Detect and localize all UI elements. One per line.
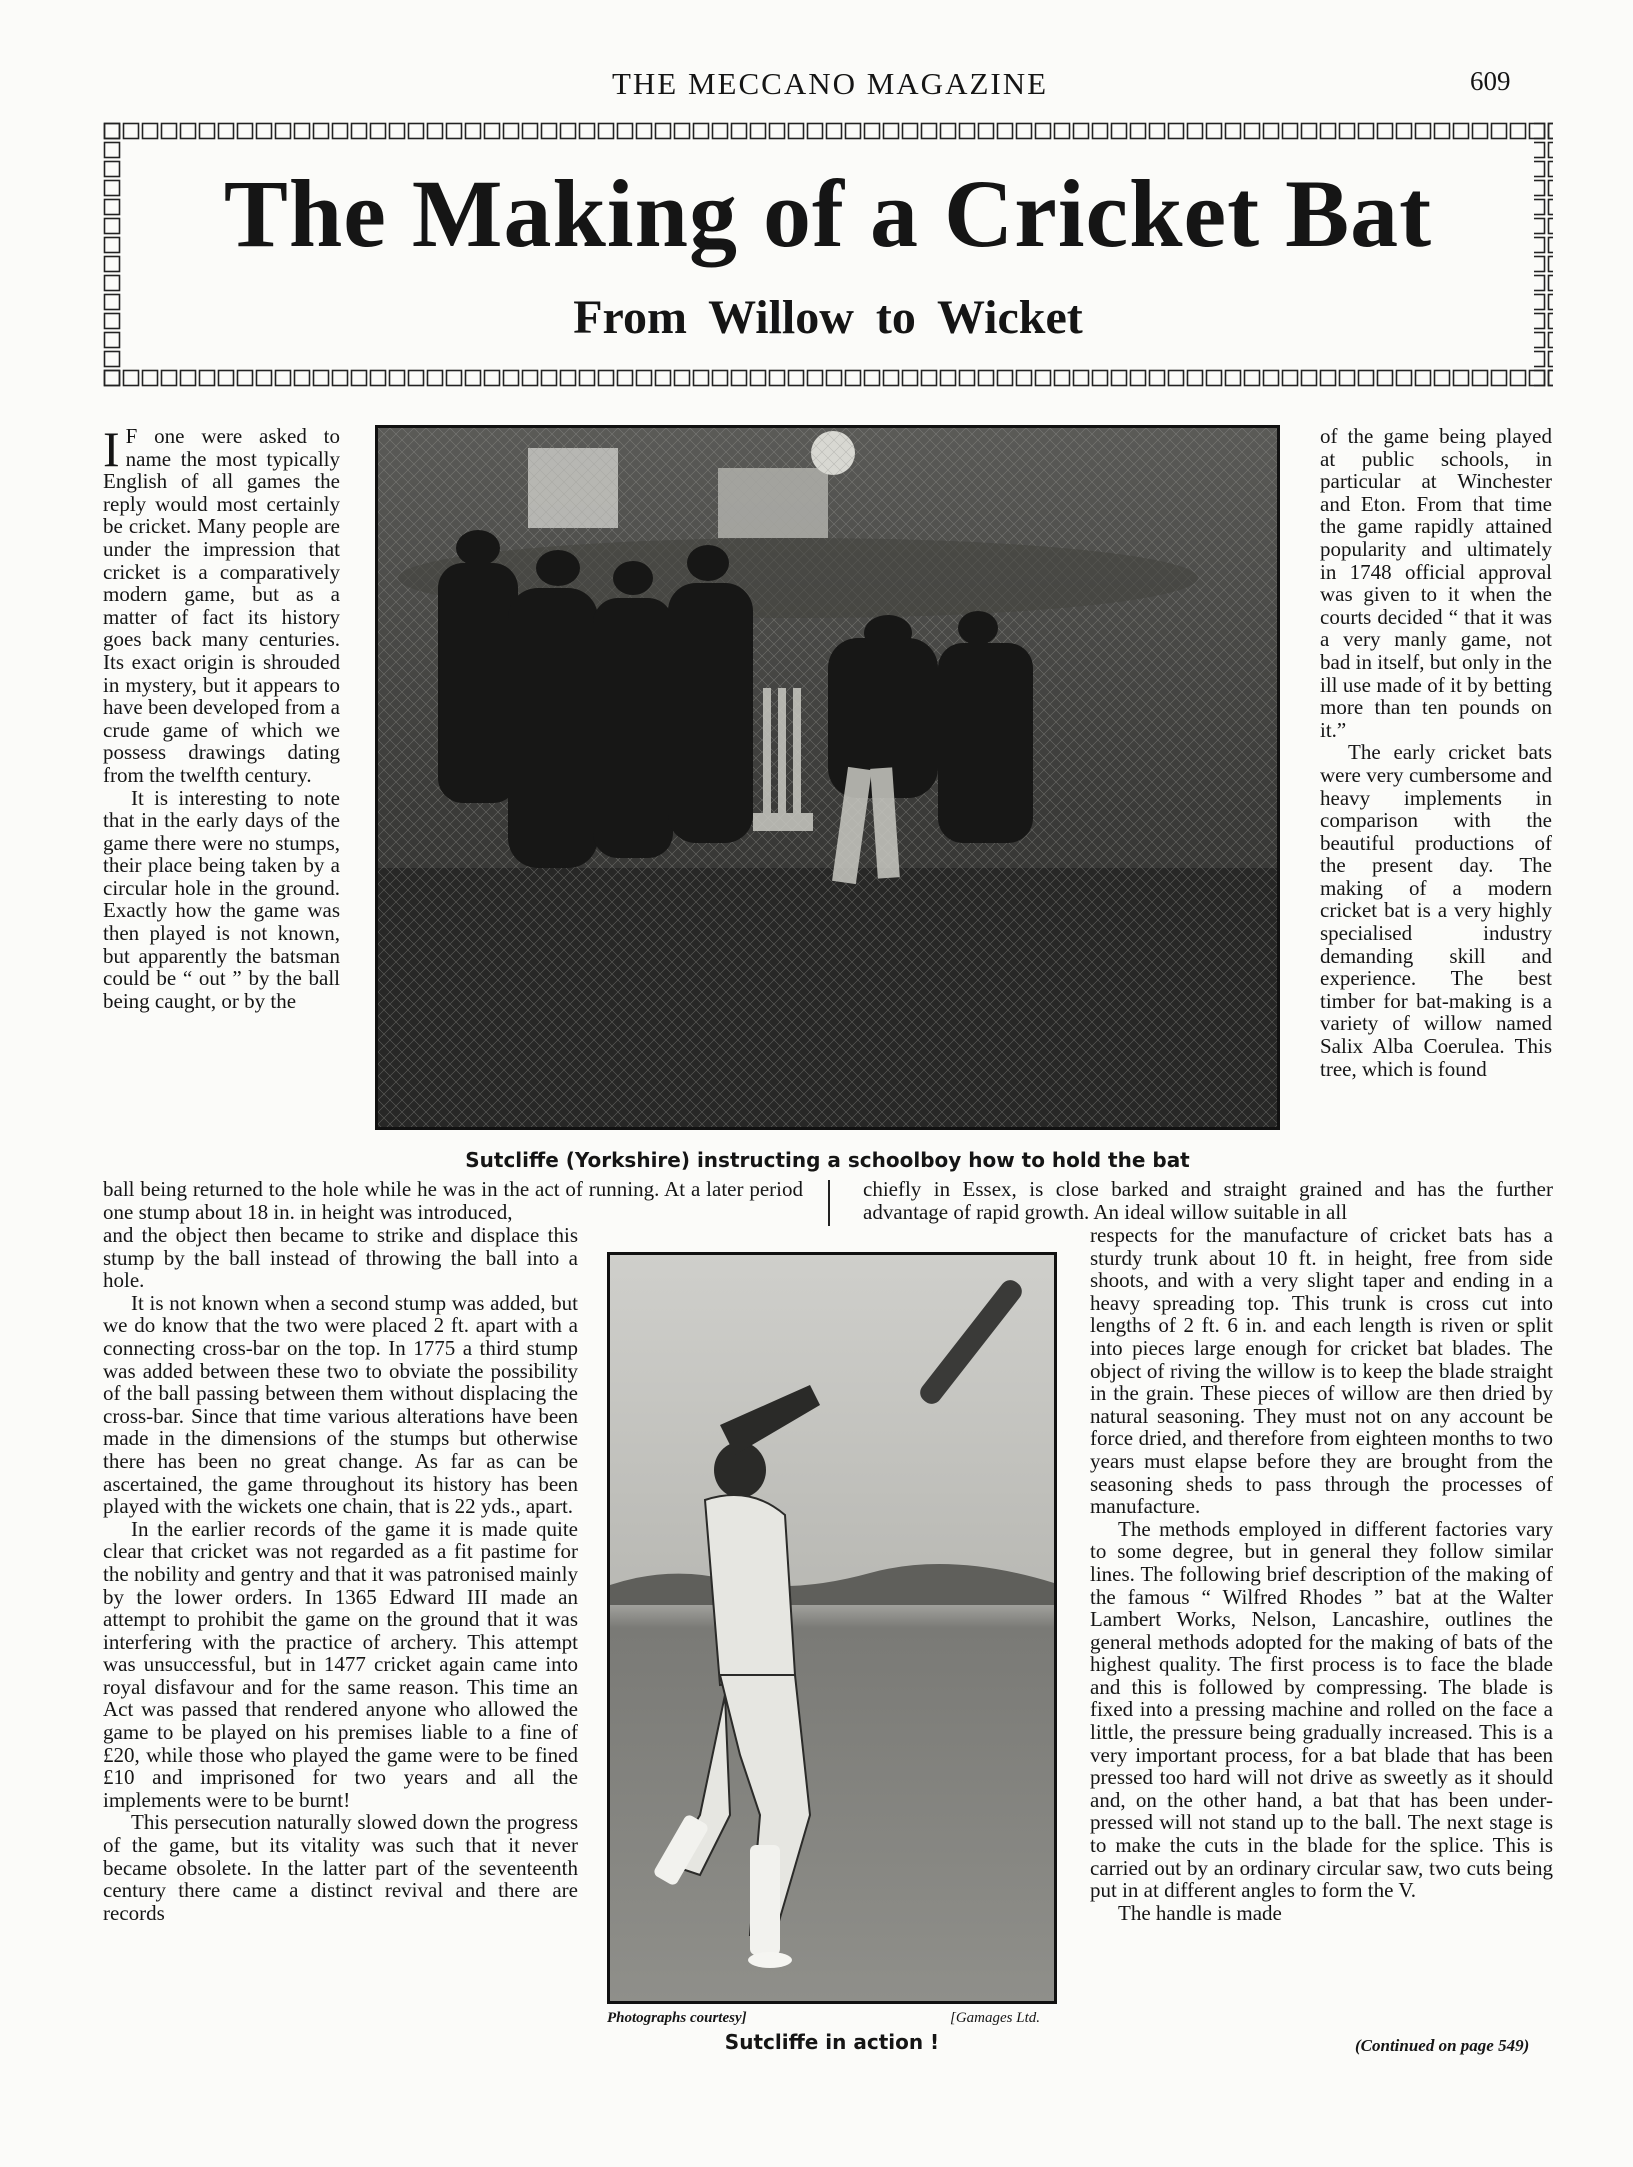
- paragraph: The handle is made: [1118, 1900, 1282, 1925]
- column-left: [103, 421, 340, 1013]
- photo-sutcliffe-batting: [607, 1252, 1057, 2004]
- paragraph: In the earlier records of the game it is made quite clear that cricket was not regarded as a fit pastime for the nobility and gentry and that it was patronised mainly by the lower orders. In 1365 Edward III made an attempt to prohibit the game on the ground that it was interfering with the practice of archery. This attempt was unsuccessful, but in 1477 cricket again came into royal disfavour and for the same reason. This time an Act was passed that rendered anyone who allowed the game to be played on his premises liable to a fine of £20, while those who played the game were to be fined £10 and imprisoned for two years and all the implements were to be burnt!: [103, 1516, 578, 1812]
- continued-note: (Continued on page 549): [1355, 2036, 1530, 2055]
- paragraph: and the object then became to strike and displace this stump by the ball instead of throwing the ball into a hole.: [103, 1223, 578, 1293]
- paragraph: of the game being played at public schools, in particular at Winchester and Eton. From that time the game rapidly attained popularity and ultimately in 1748 official approval was given to it when the courts decided “ that it was a very manly game, not bad in itself, but only in the ill use made of it by betting more than ten pounds on it.”: [1320, 424, 1552, 742]
- photo-caption: Sutcliffe (Yorkshire) instructing a schoolboy how to hold the bat: [465, 1148, 1190, 1172]
- photo-caption: Sutcliffe in action !: [724, 2030, 940, 2054]
- paragraph: respects for the manufacture of cricket bats has a sturdy trunk about 10 ft. in height, free from side shoots, and with a very slight taper and ending in a heavy spreading top. This trunk is cross cut into lengths of 2 ft. 6 in. and each length is riven or split into pieces large enough for cricket bat blades. The object of riving the willow is to keep the blade straight in the grain. These pieces of willow are then dried by natural seasoning. They must not on any account be force dried, and therefore from eighteen months to two years must elapse before they are brought from the seasoning sheds to pass through the processes of manufacture.: [1090, 1223, 1553, 1519]
- magazine-title: THE MECCANO MAGAZINE: [611, 66, 1049, 101]
- column-rule: [828, 1180, 830, 1226]
- paragraph: ball being returned to the hole while he was in the act of running. At a later period one stump about 18 in. in height was introduced,: [103, 1177, 803, 1224]
- paragraph: This persecution naturally slowed down the progress of the game, but its vitality was such that it never became obsolete. In the latter part of the seventeenth century there came a distinct revival and there are records: [103, 1810, 578, 1925]
- running-header: [0, 66, 1633, 106]
- paragraph: It is interesting to note that in the early days of the game there were no stumps, their place being taken by a circular hole in the ground. Exactly how the game was then played is not known, but apparently the batsman could be “ out ” by the ball being caught, or by the: [103, 785, 340, 1013]
- paragraph: [103, 421, 340, 787]
- photo-credit-left: Photographs courtesy]: [607, 2010, 747, 2026]
- paragraph: The early cricket bats were very cumbersome and heavy implements in comparison with the beautiful productions of the present day. The making of a modern cricket bat is a very highly specialised industry demanding skill and experience. The best timber for bat-making is a variety of willow named Salix Alba Coerulea. This tree, which is found: [1320, 740, 1552, 1081]
- photo-credit-right: [Gamages Ltd.: [950, 2010, 1041, 2026]
- title-panel: [103, 122, 1553, 388]
- paragraph-text: F one were asked to name the most typically English of all games the reply would most certainly be cricket. Many people are under the impression that cricket is a comparatively modern game, but as a matter of fact its history goes back many centuries. Its exact origin is shrouded in mystery, but it appears to have been developed from a crude game of which we possess drawings dating from the twelfth century.: [103, 424, 340, 787]
- photo-sutcliffe-instructing: [375, 425, 1280, 1130]
- spanning-text-right: [863, 1178, 1553, 1223]
- article-title: The Making of a Cricket Bat: [223, 160, 1433, 267]
- column-bottom-left: [103, 1224, 578, 1924]
- page-number: 609: [1470, 66, 1511, 96]
- drop-cap: I: [103, 421, 120, 477]
- article-subtitle: From Willow to Wicket: [573, 291, 1083, 344]
- column-bottom-right: [1090, 1224, 1553, 1924]
- paragraph: The methods employed in different factories vary to some degree, but in general they follow similar lines. The following brief description of the making of the famous “ Wilfred Rhodes ” bat at the Walter Lambert Works, Nelson, Lancashire, outlines the general methods adopted for the making of bats of the highest quality. The first process is to face the blade and this is followed by compressing. The blade is fixed into a pressing machine and rolled on the face a little, the pressure being gradually increased. This is a very important process, for a bat blade that has been pressed too hard will not drive as sweetly as it should and, on the other hand, a bat that has been under-pressed will not stand up to the ball. The next stage is to make the cuts in the blade for the splice. This is carried out by an ordinary circular saw, two cuts being put in at different angles to form the V.: [1090, 1516, 1553, 1903]
- spanning-text-left: [103, 1178, 803, 1223]
- paragraph: It is not known when a second stump was added, but we do know that the two were placed 2 ft. apart with a connecting cross-bar on the top. In 1775 a third stump was added between these two to obviate the possibility of the ball passing between them without displacing the cross-bar. Since that time various alterations have been made in the dimensions of the stumps but otherwise there has been no great change. As far as can be ascertained, the game throughout its history has been played with the wickets one chain, that is 22 yds., apart.: [103, 1290, 578, 1519]
- paragraph: chiefly in Essex, is close barked and straight grained and has the further advantage of rapid growth. An ideal willow suitable in all: [863, 1177, 1553, 1224]
- column-right: [1320, 425, 1552, 1080]
